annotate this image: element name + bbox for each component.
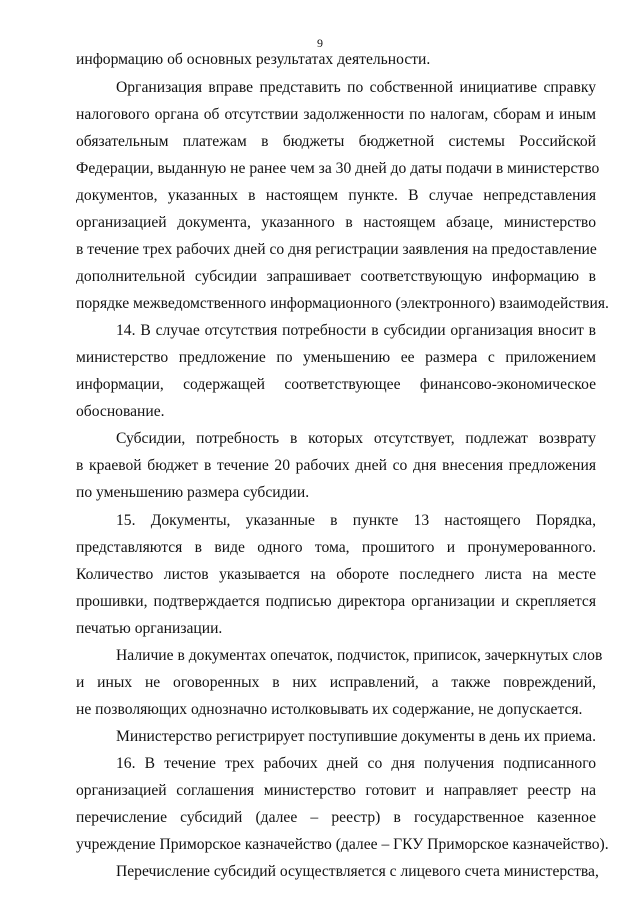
text-line: Наличие в документах опечаток, подчисток, приписок, зачеркнутых слов: [116, 647, 603, 664]
text-line: налогового органа об отсутствии задолженности по налогам, сборам и иным: [76, 106, 596, 123]
text-line: перечисление субсидий (далее – реестр) в государственное казенное: [76, 809, 596, 826]
text-line: и иных не оговоренных в них исправлений, а также повреждений,: [76, 674, 596, 691]
text-line: документов, указанных в настоящем пункте. В случае непредставления: [76, 187, 596, 204]
text-line: обязательным платежам в бюджеты бюджетной системы Российской: [76, 133, 596, 150]
text-line: 16. В течение трех рабочих дней со дня получения подписанного: [116, 755, 596, 772]
text-line: Перечисление субсидий осуществляется с лицевого счета министерства,: [116, 863, 599, 880]
text-line: Организация вправе представить по собственной инициативе справку: [116, 79, 596, 96]
text-line: учреждение Приморское казначейство (далее – ГКУ Приморское казначейство).: [76, 836, 609, 853]
page-number: 9: [317, 36, 323, 50]
text-line: печатью организации.: [76, 620, 223, 637]
text-line: организацией соглашения министерство готовит и направляет реестр на: [76, 782, 596, 799]
text-line: информацию об основных результатах деятельности.: [76, 51, 431, 68]
text-line: обоснование.: [76, 403, 165, 420]
text-line: организацией документа, указанного в настоящем абзаце, министерство: [76, 214, 596, 231]
text-line: порядке межведомственного информационного (электронного) взаимодействия.: [76, 295, 609, 312]
text-line: информации, содержащей соответствующее финансово-экономическое: [76, 376, 596, 393]
text-line: Субсидии, потребность в которых отсутствует, подлежат возврату: [116, 430, 596, 447]
text-line: министерство предложение по уменьшению ее размера с приложением: [76, 349, 596, 366]
text-line: в течение трех рабочих дней со дня регистрации заявления на предоставление: [76, 241, 597, 258]
text-line: Федерации, выданную не ранее чем за 30 дней до даты подачи в министерство: [76, 160, 600, 177]
text-line: представляются в виде одного тома, прошитого и пронумерованного.: [76, 539, 596, 556]
text-line: в краевой бюджет в течение 20 рабочих дней со дня внесения предложения: [76, 457, 596, 474]
text-line: дополнительной субсидии запрашивает соответствующую информацию в: [76, 268, 596, 285]
text-line: по уменьшению размера субсидии.: [76, 484, 310, 501]
text-line: Количество листов указывается на обороте последнего листа на месте: [76, 566, 596, 583]
text-line: Министерство регистрирует поступившие документы в день их приема.: [116, 728, 596, 745]
text-line: не позволяющих однозначно истолковывать их содержание, не допускается.: [76, 701, 583, 718]
text-line: 15. Документы, указанные в пункте 13 настоящего Порядка,: [116, 512, 596, 529]
text-line: прошивки, подтверждается подписью директора организации и скрепляется: [76, 593, 596, 610]
text-line: 14. В случае отсутствия потребности в субсидии организация вносит в: [116, 322, 596, 339]
